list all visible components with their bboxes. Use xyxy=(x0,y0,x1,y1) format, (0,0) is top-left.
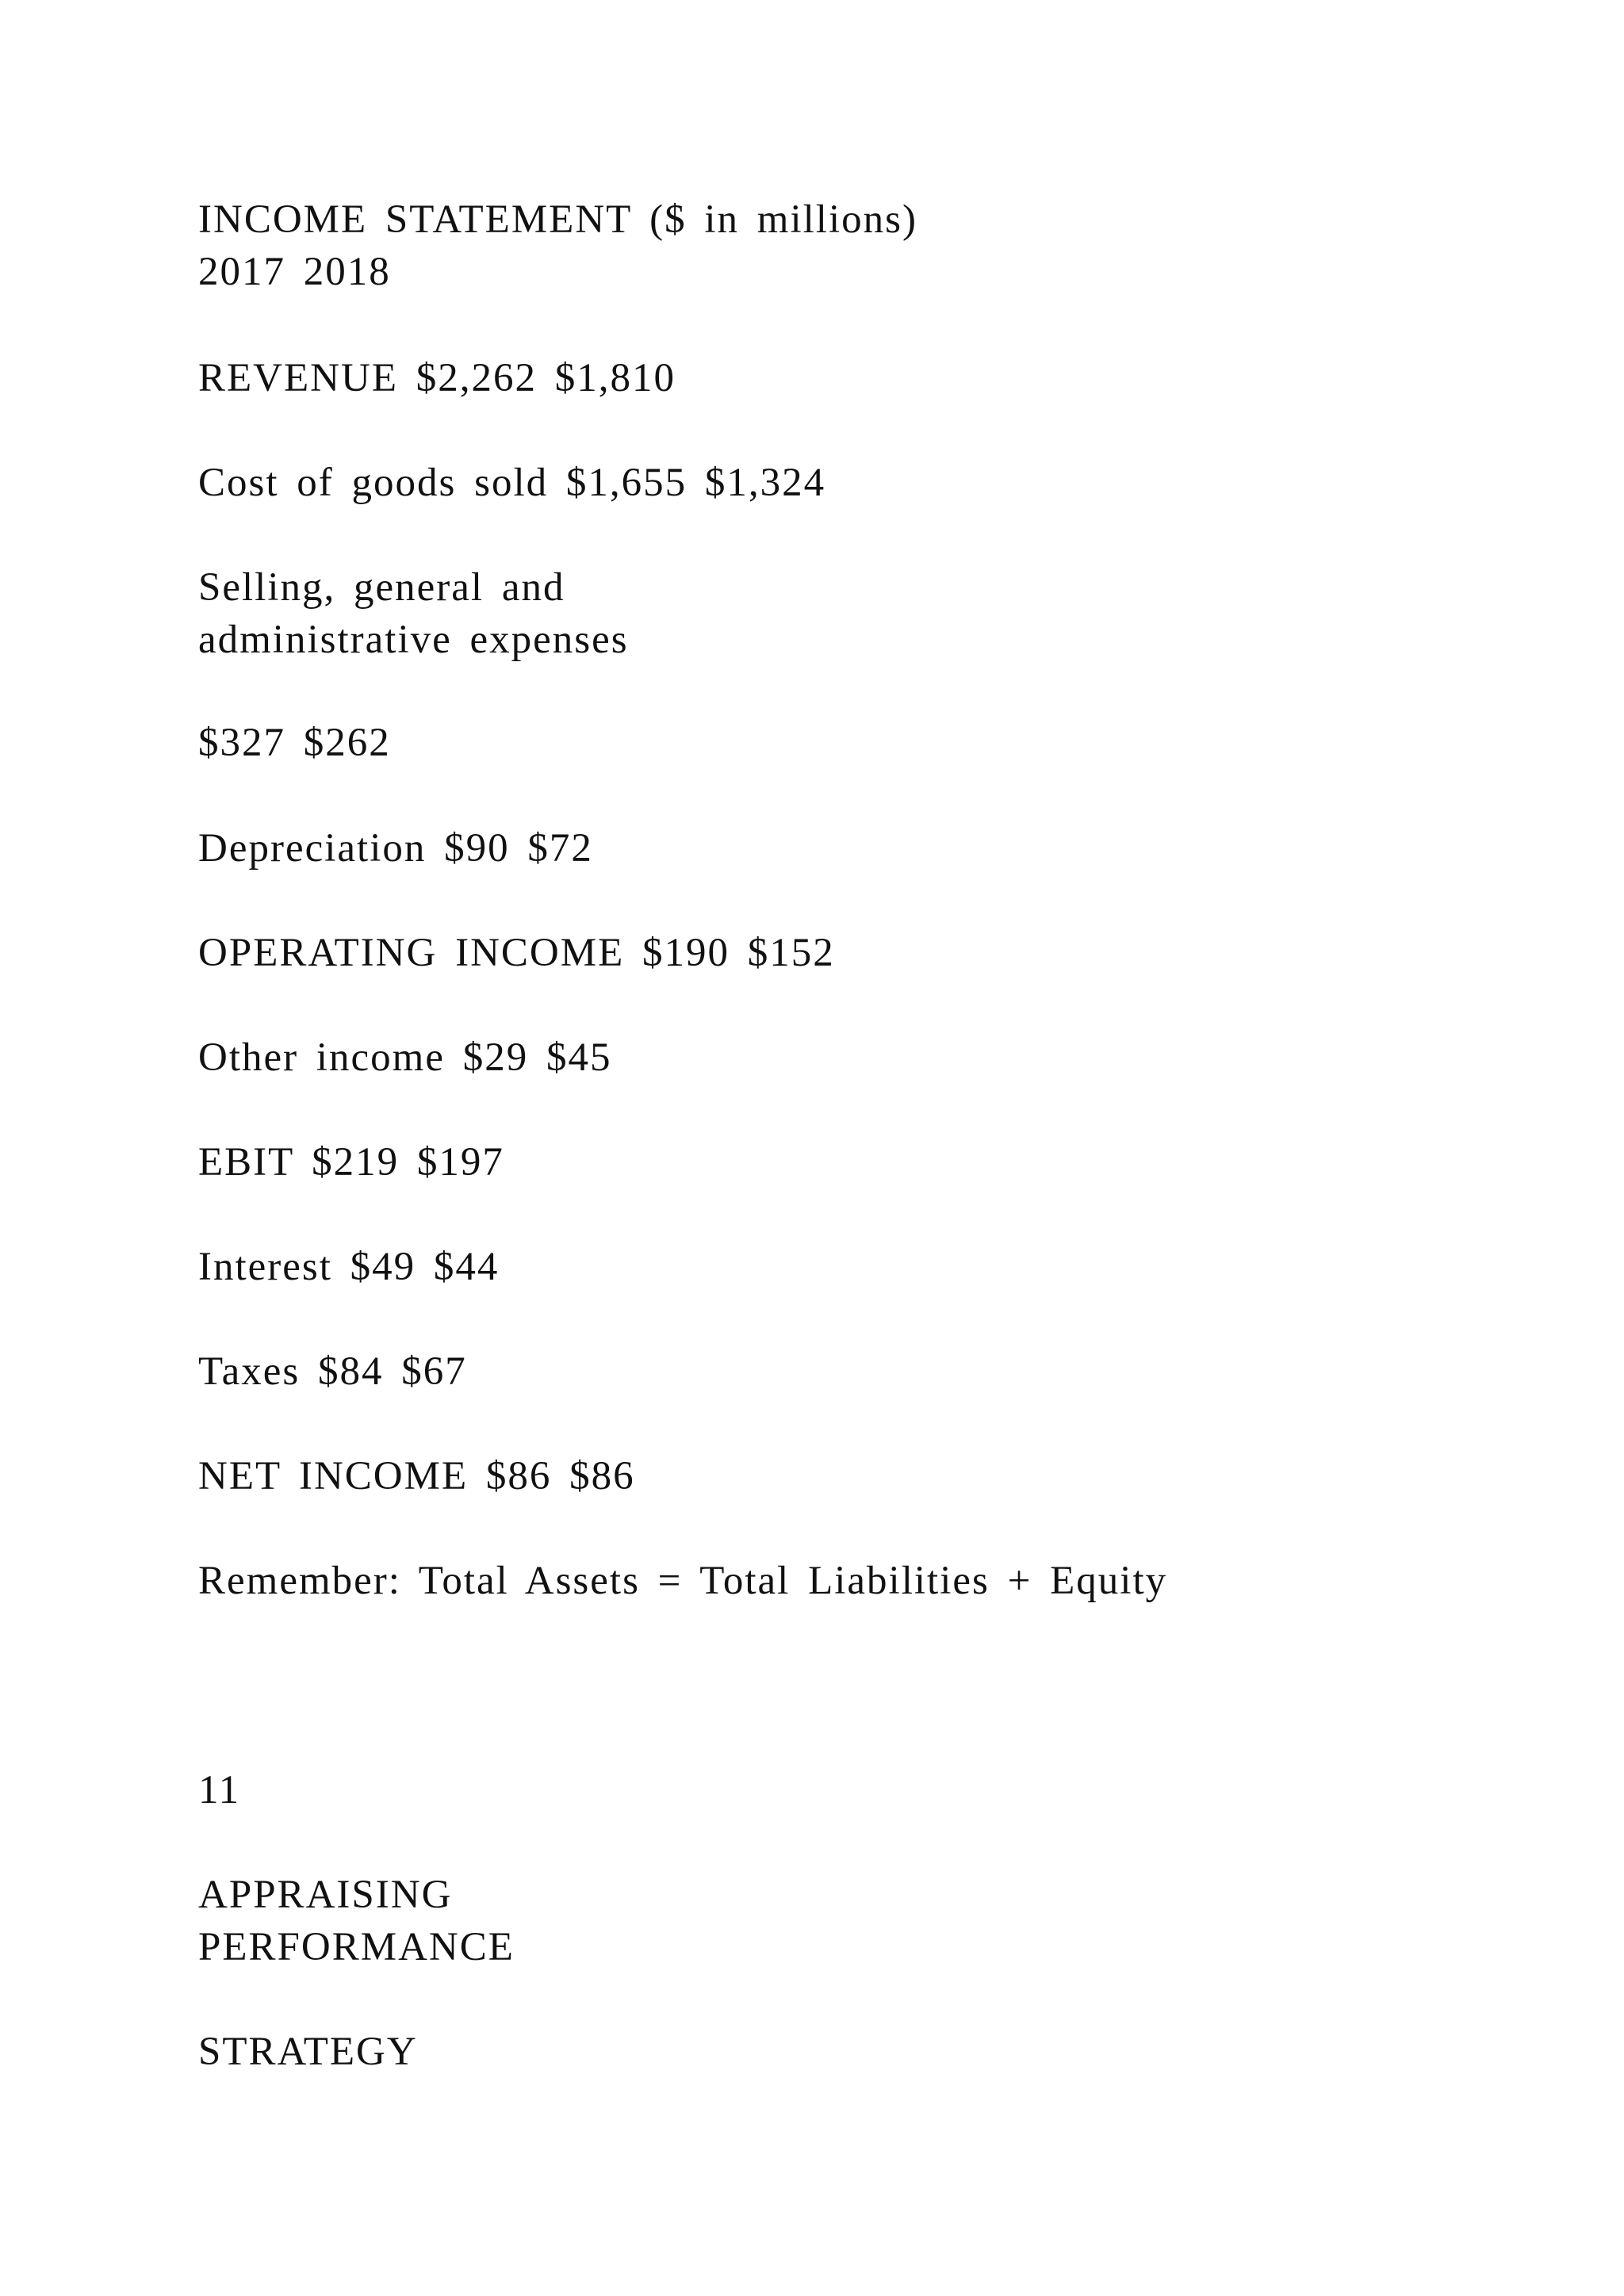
income-statement-title: INCOME STATEMENT ($ in millions) xyxy=(198,197,917,242)
taxes-line: Taxes $84 $67 xyxy=(198,1349,467,1394)
sga-values-line: $327 $262 xyxy=(198,721,391,765)
ebit-line: EBIT $219 $197 xyxy=(198,1140,504,1184)
accounting-equation-note: Remember: Total Assets = Total Liabilities + Equity xyxy=(198,1559,1168,1603)
sga-line-part-2: administrative expenses xyxy=(198,618,629,662)
sga-line-part-1: Selling, general and xyxy=(198,565,565,610)
net-income-line: NET INCOME $86 $86 xyxy=(198,1454,635,1498)
year-header-line: 2017 2018 xyxy=(198,250,391,294)
strategy-heading: STRATEGY xyxy=(198,2030,418,2074)
page-number: 11 xyxy=(198,1768,241,1812)
other-income-line: Other income $29 $45 xyxy=(198,1035,612,1080)
interest-line: Interest $49 $44 xyxy=(198,1245,500,1289)
revenue-line: REVENUE $2,262 $1,810 xyxy=(198,356,676,400)
section-heading-line-2: PERFORMANCE xyxy=(198,1925,515,1969)
section-heading-line-1: APPRAISING xyxy=(198,1873,453,1917)
cogs-line: Cost of goods sold $1,655 $1,324 xyxy=(198,461,826,505)
operating-income-line: OPERATING INCOME $190 $152 xyxy=(198,931,835,975)
depreciation-line: Depreciation $90 $72 xyxy=(198,826,593,871)
